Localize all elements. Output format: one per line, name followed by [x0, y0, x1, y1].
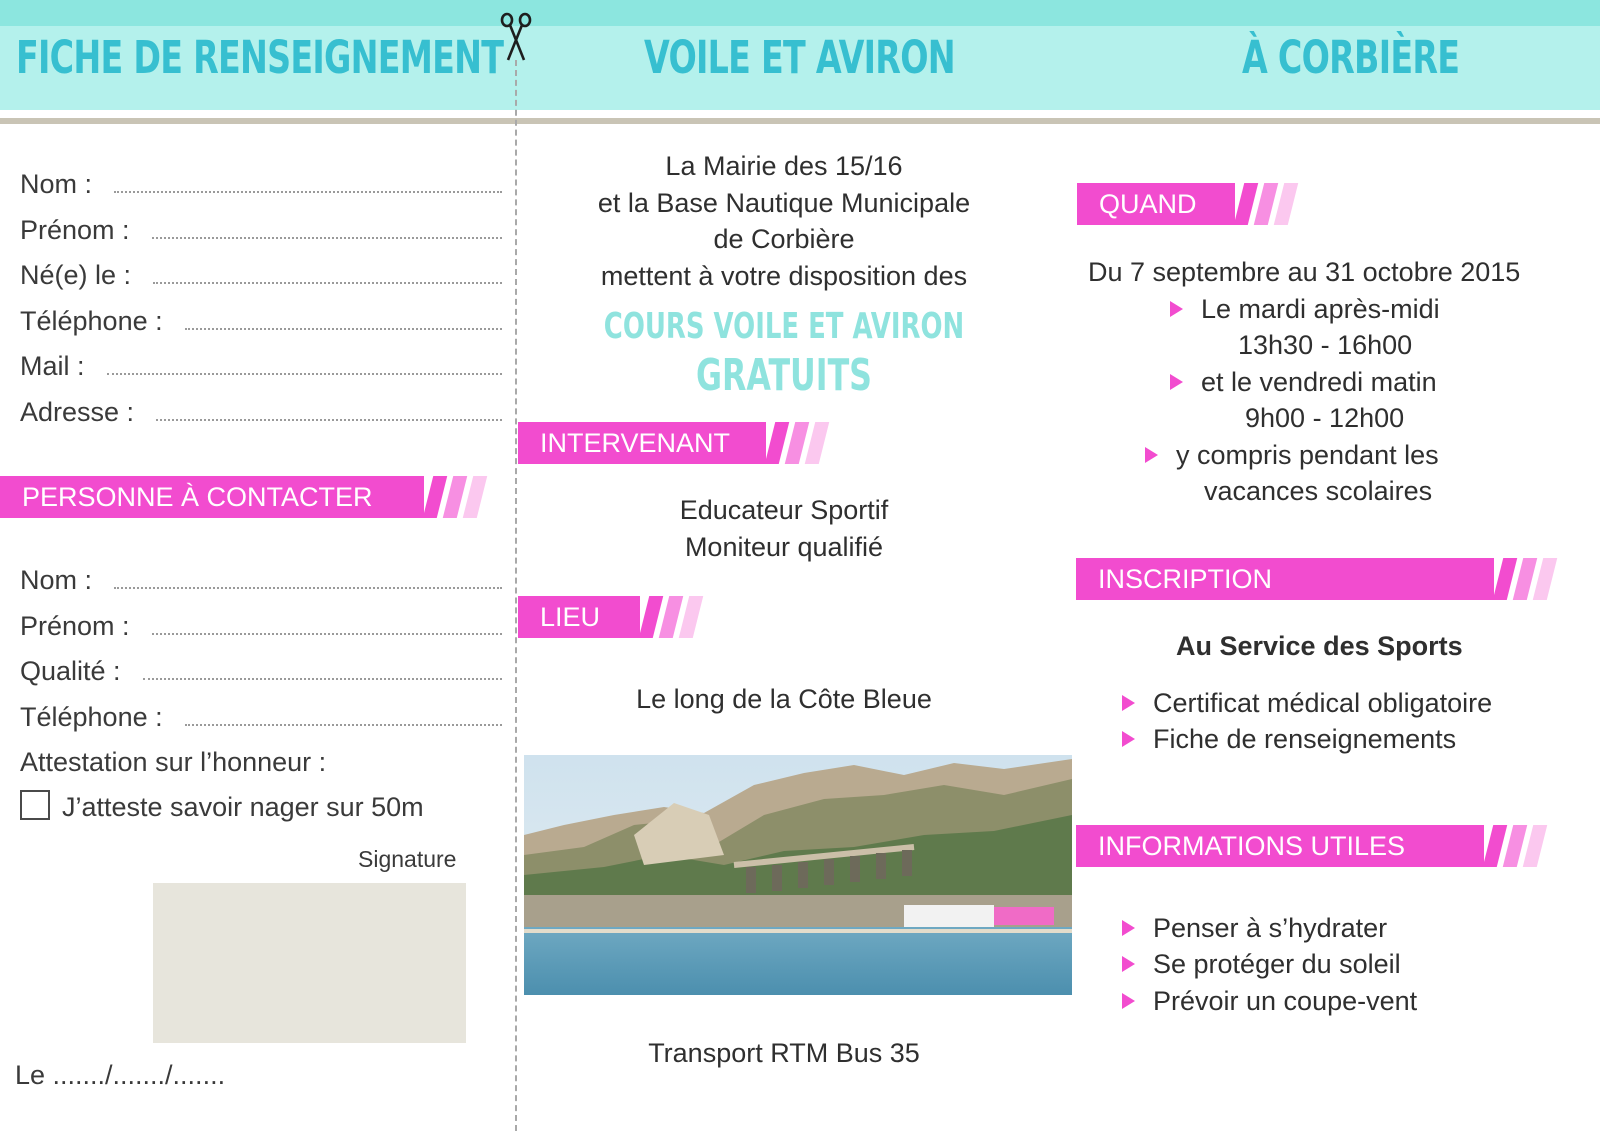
arrow-bullet-icon [1145, 447, 1158, 463]
contact-row-telephone[interactable] [20, 700, 502, 734]
form-label: Adresse : [20, 397, 135, 427]
info-item: Se protéger du soleil [1122, 946, 1401, 983]
form-row-prenom[interactable] [20, 213, 502, 247]
swim-attestation-checkbox[interactable] [20, 790, 50, 820]
signature-box[interactable] [153, 883, 466, 1043]
banner-stripes [1235, 183, 1301, 225]
dotted-field-line[interactable] [114, 191, 502, 193]
slot-item: Le mardi après-midi [1170, 291, 1440, 328]
date-line: Le ......./......./....... [15, 1060, 226, 1090]
form-label: Mail : [20, 351, 85, 381]
cours-title: COURS VOILE ET AVIRON [603, 306, 965, 347]
intro-line: La Mairie des 15/16 [665, 151, 903, 181]
banner-stripes [1484, 825, 1550, 867]
lieu-text: Le long de la Côte Bleue [636, 684, 932, 714]
info-item: Penser à s’hydrater [1122, 910, 1387, 947]
intervenant-line: Moniteur qualifié [684, 531, 884, 562]
form-label: Téléphone : [20, 306, 163, 336]
form-label: Nom : [20, 565, 93, 595]
banner-label: LIEU [518, 596, 640, 638]
banner-stripes [1494, 558, 1560, 600]
header-rule [0, 118, 1600, 124]
intro-line: mettent à votre disposition des [600, 260, 968, 291]
banner-quand [1077, 183, 1301, 225]
header-top-band [0, 0, 1600, 26]
form-row-telephone[interactable] [20, 304, 502, 338]
slot-item: y compris pendant les [1145, 437, 1439, 474]
form-row-nom[interactable] [20, 167, 502, 201]
title-corbiere: À CORBIÈRE [1242, 31, 1460, 84]
form-row-mail[interactable] [20, 349, 502, 383]
arrow-bullet-icon [1170, 374, 1183, 390]
intro-text [524, 148, 1044, 294]
dotted-field-line[interactable] [152, 237, 502, 239]
info-item: Prévoir un coupe-vent [1122, 983, 1417, 1020]
form-label: Né(e) le : [20, 260, 132, 290]
attestation-label: Attestation sur l’honneur : [20, 747, 327, 777]
corbiere-photo [524, 755, 1072, 995]
transport-text: Transport RTM Bus 35 [648, 1038, 920, 1068]
intro-line: et la Base Nautique Municipale [597, 187, 971, 218]
banner-label: PERSONNE À CONTACTER [0, 476, 424, 518]
intro-line: de Corbière [713, 224, 855, 254]
checkbox-label: J’atteste savoir nager sur 50m [62, 792, 424, 822]
arrow-bullet-icon [1122, 956, 1135, 972]
inscription-title: Au Service des Sports [1176, 631, 1463, 661]
dotted-field-line[interactable] [114, 587, 502, 589]
inscription-item: Fiche de renseignements [1122, 721, 1456, 758]
arrow-bullet-icon [1122, 731, 1135, 747]
dotted-field-line[interactable] [153, 282, 502, 284]
form-label: Prénom : [20, 611, 130, 641]
intervenant-text [524, 492, 1044, 565]
title-fiche: FICHE DE RENSEIGNEMENT [16, 31, 504, 84]
title-voile-aviron: VOILE ET AVIRON [644, 31, 955, 84]
dotted-field-line[interactable] [185, 328, 502, 330]
dotted-field-line[interactable] [152, 633, 502, 635]
dotted-field-line[interactable] [156, 419, 502, 421]
contact-row-nom[interactable] [20, 563, 502, 597]
gratuits-title: GRATUITS [695, 350, 872, 401]
intervenant-line: Educateur Sportif [679, 495, 889, 525]
dotted-field-line[interactable] [143, 678, 502, 680]
form-label: Téléphone : [20, 702, 163, 732]
slot-time: 13h30 - 16h00 [1238, 330, 1413, 360]
arrow-bullet-icon [1122, 920, 1135, 936]
form-label: Nom : [20, 169, 93, 199]
form-row-ne-le[interactable] [20, 258, 502, 292]
dotted-field-line[interactable] [107, 373, 502, 375]
slot-time: 9h00 - 12h00 [1245, 403, 1405, 433]
banner-stripes [640, 596, 706, 638]
banner-stripes [424, 476, 490, 518]
contact-row-prenom[interactable] [20, 609, 502, 643]
banner-label: INTERVENANT [518, 422, 766, 464]
banner-inscription [1076, 558, 1560, 600]
form-label: Prénom : [20, 215, 130, 245]
signature-label: Signature [358, 846, 457, 872]
inscription-item: Certificat médical obligatoire [1122, 685, 1492, 722]
banner-personne-a-contacter [0, 476, 490, 518]
dates-text: Du 7 septembre au 31 octobre 2015 [1088, 257, 1521, 287]
arrow-bullet-icon [1122, 993, 1135, 1009]
slot-item: et le vendredi matin [1170, 364, 1437, 401]
banner-label: INFORMATIONS UTILES [1076, 825, 1484, 867]
scissors-icon [499, 12, 533, 64]
banner-informations-utiles [1076, 825, 1550, 867]
arrow-bullet-icon [1122, 695, 1135, 711]
banner-label: QUAND [1077, 183, 1235, 225]
banner-label: INSCRIPTION [1076, 558, 1494, 600]
dotted-field-line[interactable] [185, 724, 502, 726]
contact-row-qualite[interactable] [20, 654, 502, 688]
cut-dashed-line [515, 60, 517, 1131]
arrow-bullet-icon [1170, 301, 1183, 317]
banner-intervenant [518, 422, 832, 464]
banner-lieu [518, 596, 706, 638]
header-gap [0, 110, 1600, 118]
form-label: Qualité : [20, 656, 121, 686]
form-row-adresse[interactable] [20, 395, 502, 429]
slot-continuation: vacances scolaires [1204, 476, 1433, 506]
banner-stripes [766, 422, 832, 464]
